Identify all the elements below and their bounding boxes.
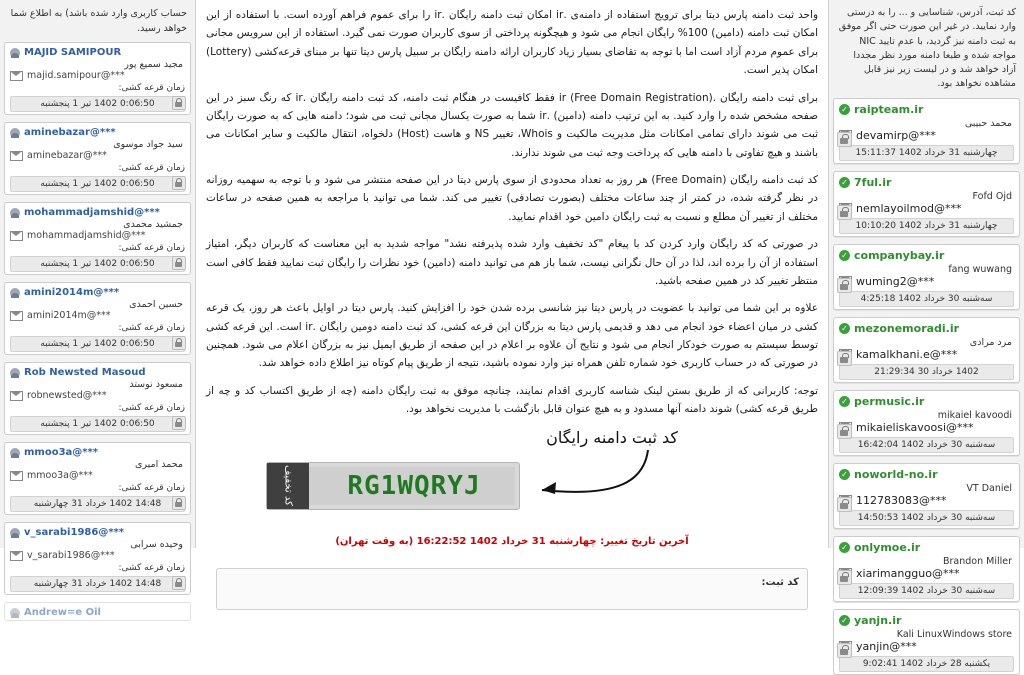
commenter-fa-name: سید جواد موسوی [113, 139, 183, 151]
winner-domain[interactable] [839, 395, 1014, 408]
avatar-icon [10, 208, 20, 218]
commenter-name: amini2014m@*** [24, 287, 120, 299]
commenter-email-row [10, 150, 185, 161]
winner-date: سه‌شنبه 30 خرداد 1402 14:50:53 [839, 510, 1014, 526]
draw-time-label: زمان قرعه کشی: [118, 563, 185, 574]
commenter-name-row [10, 367, 185, 378]
winner-email-row [839, 421, 1014, 434]
winner-card[interactable] [833, 244, 1020, 310]
commenters-sidebar [0, 0, 196, 619]
draw-time-value: 0:06:50 1402 تیر 1 پنجشنبه [10, 96, 185, 112]
winners-top-note: کد ثبت، آدرس، شناسایی و ... را به درستی وارد نمایید. در غیر این صورت حتی اگر موفق به ثبت دامنه نیز گردید، با عدم تایید NIC مواجه شده و طبعا دامنه مورد نظر مجددا آزاد خواهد شد و در لیست زیر نیز قابل مشاهده نخواهد بود. [838, 7, 1016, 90]
commenter-name-row [10, 447, 185, 458]
commenter-name: mohammadjamshid@*** [24, 207, 160, 219]
commenter-name: aminebazar@*** [24, 127, 116, 139]
check-icon: ✓ [839, 615, 850, 626]
winner-email: wuming2@*** [856, 274, 935, 288]
winner-card[interactable] [833, 609, 1020, 675]
winner-email-row [839, 202, 1014, 215]
commenter-email: mmoo3a@*** [27, 470, 93, 482]
commenter-name-row [10, 47, 185, 58]
winner-email-row [839, 129, 1014, 142]
commenter-name-row [10, 127, 185, 138]
article-paragraph: توجه: کاربرانی که از طریق بستن لینک شناسه کاربری اقدام نمایند، چنانچه موفق به ثبت رایگان دامنه (چه از طریق اکتساب کد و چه از طریق قرعه کشی) شوند دامنه آنها مسدود و به هیچ عنوان قابل بازگشت با مدیریت نخواهد بود. [206, 384, 818, 416]
commenter-email: robnewsted@*** [27, 390, 107, 402]
winner-domain-label: 7ful.ir [854, 175, 892, 189]
list-item[interactable] [4, 202, 191, 275]
commenter-email-row [10, 70, 185, 81]
coupon-stub-label: کد تخفیف [267, 463, 309, 509]
lock-icon [837, 278, 852, 293]
check-icon: ✓ [839, 396, 850, 407]
lock-icon [837, 424, 852, 439]
winner-domain-label: companybay.ir [854, 248, 945, 262]
article-paragraph: واحد ثبت دامنه پارس دیتا برای ترویج استفاده از دامنه‌ی .ir امکان ثبت دامنه رایگان .ir را برای عموم فراهم آورده است. با استفاده از این امکان ثبت دامنه (دامین) 100% رایگان انجام می شود و هیچگونه پرداختی از سوی کاربران صورت نمی گیرد. استفاده از این سرویس مجانی برای عموم مردم آزاد است اما با توجه به تقاضای بسیار زیاد کاربران ارائه دامنه رایگان بر سبیل پارس دیتا تنها بر مبنای قرعه‌کشی (Lottery) امکان پذیر است. [206, 9, 819, 77]
winner-domain[interactable] [839, 468, 1014, 481]
draw-time-value: 0:06:50 1402 تیر 1 پنجشنبه [10, 416, 185, 432]
article-paragraph: برای ثبت دامنه رایگان .ir (Free Domain Registration) فقط کافیست در هنگام ثبت دامنه، کد ثبت دامنه رایگان .ir که رنگ سبز در این صفحه مشخص شده را وارد کنید. به این ترتیب دامنه (دامین) .ir شما به صورت یکسال مجانی ثبت می شود؛ دامنه هایی که به صورت رایگان ثبت می شوند دارای تمامی امکانات مثل مدیریت مالکیت و Whois، تغییر NS و هاست (Host) دلخواه، انتقال مالکیت و سایر امکانات می باشند و هیچ تفاوتی با دامنه هایی که پرداخت وجه ثبت می شوند ندارند. [206, 91, 819, 159]
coupon-ticket[interactable] [266, 462, 520, 510]
lock-icon [837, 643, 852, 658]
winner-card[interactable] [833, 536, 1020, 602]
avatar-icon [10, 528, 20, 538]
winner-person: Fofd Ojd [972, 190, 1012, 202]
avatar-icon [10, 368, 20, 378]
winner-email: kamalkhani.e@*** [856, 347, 958, 361]
lock-icon [172, 496, 186, 510]
lock-icon [172, 576, 186, 590]
last-update-text: آخرین تاریخ تغییر: چهارشنبه 31 خرداد 1402 16:22:52 (به وقت تهران) [335, 535, 689, 547]
winner-person: مرد مرادی [969, 336, 1012, 348]
check-icon: ✓ [839, 469, 850, 480]
winner-email-row [839, 640, 1014, 653]
draw-time-label: زمان قرعه کشی: [118, 163, 185, 174]
commenters-top-note: حساب کاربری وارد شده باشد) به اطلاع شما خواهد رسید. [10, 8, 187, 35]
draw-time-label: زمان قرعه کشی: [118, 403, 185, 414]
article-paragraph: علاوه بر این شما می توانید با عضویت در پارس دیتا نیز شانسی برده شدن خود را افزایش کنید. پارس دیتا در اوایل باعث هر روز، یک قرعه کشی در میان اعضاء خود انجام می دهد و قدیمی پارس دیتا به بزرگان این قرعه کشی، کد ثبت دامنه دومین رایگان .ir است. این قرعه کشی توسط سیستم به صورت خودکار انجام می شود و نتایج آن علاوه بر اعلام در این صفحه از طریق ایمیل نیز به بزرگان اعلام می شود. همچنین در صورتی که در حساب کاربری خود شماره تلفن همراه نیز وارد نموده باشید، نتیجه از طریق پیام کوتاه نیز اطلاع داده خواهد شد. [206, 302, 818, 370]
commenter-email: majid.samipour@*** [27, 70, 125, 82]
winner-card[interactable] [833, 171, 1020, 237]
check-icon: ✓ [839, 542, 850, 553]
envelope-icon [10, 391, 23, 401]
coupon-code[interactable]: RG1WQRYJ [347, 470, 481, 501]
winner-domain[interactable] [839, 176, 1014, 189]
lock-icon [172, 256, 186, 270]
winner-card[interactable] [833, 390, 1020, 456]
commenter-email-row [10, 550, 185, 561]
commenter-fa-name: مجید سمیع پور [124, 59, 183, 71]
winner-domain[interactable] [839, 322, 1014, 335]
winner-date: چهارشنبه 31 خرداد 1402 15:11:37 [839, 145, 1014, 161]
winner-domain[interactable] [839, 614, 1014, 627]
envelope-icon [10, 471, 23, 481]
commenter-fa-name: محمد امیری [135, 459, 183, 471]
winner-person: fang wuwang [948, 263, 1012, 275]
winner-person: mikaiel kavoodi [937, 409, 1012, 421]
commenter-name: Andrew=e Oil [24, 607, 101, 619]
winner-date: یکشنبه 28 خرداد 1402 9:02:41 [839, 656, 1014, 672]
draw-time-value: 14:48 1402 خرداد 31 چهارشنبه [10, 496, 185, 512]
draw-time-value: 0:06:50 1402 تیر 1 پنجشنبه [10, 336, 185, 352]
list-item[interactable] [4, 42, 191, 115]
winner-domain-label: yanjn.ir [854, 613, 902, 627]
commenter-name-row [10, 527, 185, 538]
commenter-email-row [10, 230, 185, 241]
commenter-email: mohammadjamshid@*** [27, 230, 146, 242]
draw-time-value: 0:06:50 1402 تیر 1 پنجشنبه [10, 176, 185, 192]
envelope-icon [10, 551, 23, 561]
lock-icon [172, 416, 186, 430]
winner-card[interactable] [833, 317, 1020, 383]
arrow-icon [524, 446, 654, 506]
winner-email: yanjin@*** [856, 639, 917, 653]
article-paragraph: در صورتی که کد رایگان وارد کردن کد با پیغام "کد تخفیف وارد شده پذیرفته نشد" مواجه شدید به این معناست که کاربران دیگر، امتیاز استفاده از آن را برده اند، لذا در آن حال نگرانی نیست، شما باز هم می توانید دامنه (دامین) خود نظرات را رایگان ثبت نمایید فقط کافی است منتظر تغییر کد در همین صفحه باشید. [206, 238, 818, 287]
winner-domain[interactable] [839, 103, 1014, 116]
commenter-email-row [10, 390, 185, 401]
lock-icon [837, 497, 852, 512]
winner-domain[interactable] [839, 249, 1014, 262]
draw-time-label: زمان قرعه کشی: [118, 483, 185, 494]
article-main [196, 0, 828, 588]
winner-email: nemlayoilmod@*** [856, 201, 962, 215]
commenter-name: Rob Newsted Masoud [24, 367, 146, 379]
list-item[interactable] [4, 122, 191, 195]
lock-icon [172, 96, 186, 110]
lock-icon [837, 205, 852, 220]
list-item[interactable] [4, 602, 191, 621]
commenter-email: aminebazar@*** [27, 150, 107, 162]
code-section-box [216, 568, 808, 610]
winner-date: 1402 خرداد 30 21:29:34 [839, 364, 1014, 380]
coupon-area [206, 427, 818, 588]
winner-date: چهارشنبه 31 خرداد 1402 10:10:20 [839, 218, 1014, 234]
winner-person: VT Daniel [966, 482, 1012, 494]
winner-email: xiarimangguo@*** [856, 566, 960, 580]
commenter-fa-name: وحیده سرابی [130, 539, 183, 551]
article-paragraph: کد ثبت دامنه رایگان (Free Domain) هر روز به تعداد محدودی از سوی پارس دیتا در این صفحه منتشر می شود و با توجه به سهمیه روزانه در نظر گرفته شده، در کمتر از چند ساعات مختلف (بصورت تصادفی) تغییر می کند. شما می توانید با مراجعه به همین صفحه در ساعات مختلف از تغییر آن مطلع و نسبت به ثبت رایگان دامین خود اقدام نمایید. [206, 174, 818, 223]
winner-person: محمد حبیبی [964, 117, 1012, 129]
commenter-fa-name: حسین احمدی [129, 299, 183, 311]
winner-domain-label: raipteam.ir [854, 102, 924, 116]
code-section-caption: کد ثبت: [761, 576, 799, 588]
commenter-email: amini2014m@*** [27, 310, 111, 322]
commenter-name: v_sarabi1986@*** [24, 527, 125, 539]
winner-domain[interactable] [839, 541, 1014, 554]
winner-email: 112783083@*** [856, 493, 947, 507]
winner-person: Kali LinuxWindows store [896, 628, 1012, 640]
winner-email-row [839, 348, 1014, 361]
lock-icon [172, 336, 186, 350]
coupon-script-label: کد ثبت دامنه رایگان [546, 427, 678, 447]
list-item[interactable] [4, 442, 191, 515]
winner-domain-label: noworld-no.ir [854, 467, 938, 481]
commenter-name: MAJID SAMIPOUR [24, 47, 122, 59]
commenter-name-row [10, 607, 185, 618]
check-icon: ✓ [839, 177, 850, 188]
winner-date: سه‌شنبه 30 خرداد 1402 16:42:04 [839, 437, 1014, 453]
commenter-name-row [10, 207, 185, 218]
commenter-email: v_sarabi1986@*** [27, 550, 115, 562]
list-item[interactable] [4, 522, 191, 595]
lock-icon [837, 570, 852, 585]
lock-icon [837, 132, 852, 147]
winner-email-row [839, 567, 1014, 580]
envelope-icon [10, 231, 23, 241]
avatar-icon [10, 128, 20, 138]
winner-email: mikaieliskavoosi@*** [856, 420, 974, 434]
commenter-fa-name: جمشید محمدی [123, 219, 183, 231]
envelope-icon [10, 71, 23, 81]
envelope-icon [10, 311, 23, 321]
draw-time-label: زمان قرعه کشی: [118, 243, 185, 254]
check-icon: ✓ [839, 323, 850, 334]
check-icon: ✓ [839, 250, 850, 261]
draw-time-value: 0:06:50 1402 تیر 1 پنجشنبه [10, 256, 185, 272]
draw-time-label: زمان قرعه کشی: [118, 323, 185, 334]
lock-icon [172, 176, 186, 190]
envelope-icon [10, 151, 23, 161]
winner-email-row [839, 275, 1014, 288]
winner-card[interactable] [833, 98, 1020, 164]
commenter-name-row [10, 287, 185, 298]
winner-person: Brandon Miller [942, 555, 1012, 567]
avatar-icon [10, 608, 20, 618]
commenter-fa-name: مسعود نوستد [129, 379, 183, 391]
avatar-icon [10, 48, 20, 58]
winners-sidebar [828, 0, 1024, 669]
winner-card[interactable] [833, 463, 1020, 529]
winner-date: سه‌شنبه 30 خرداد 1402 12:09:39 [839, 583, 1014, 599]
draw-time-label: زمان قرعه کشی: [118, 83, 185, 94]
list-item[interactable] [4, 282, 191, 355]
commenter-name: mmoo3a@*** [24, 447, 98, 459]
winner-domain-label: onlymoe.ir [854, 540, 921, 554]
avatar-icon [10, 448, 20, 458]
commenter-email-row [10, 310, 185, 321]
winner-email-row [839, 494, 1014, 507]
winner-email: devamirp@*** [856, 128, 936, 142]
winner-domain-label: permusic.ir [854, 394, 925, 408]
commenter-email-row [10, 470, 185, 481]
winner-domain-label: mezonemoradi.ir [854, 321, 960, 335]
winner-date: سه‌شنبه 30 خرداد 1402 4:25:18 [839, 291, 1014, 307]
draw-time-value: 14:48 1402 خرداد 31 چهارشنبه [10, 576, 185, 592]
avatar-icon [10, 288, 20, 298]
lock-icon [837, 351, 852, 366]
check-icon: ✓ [839, 104, 850, 115]
list-item[interactable] [4, 362, 191, 435]
